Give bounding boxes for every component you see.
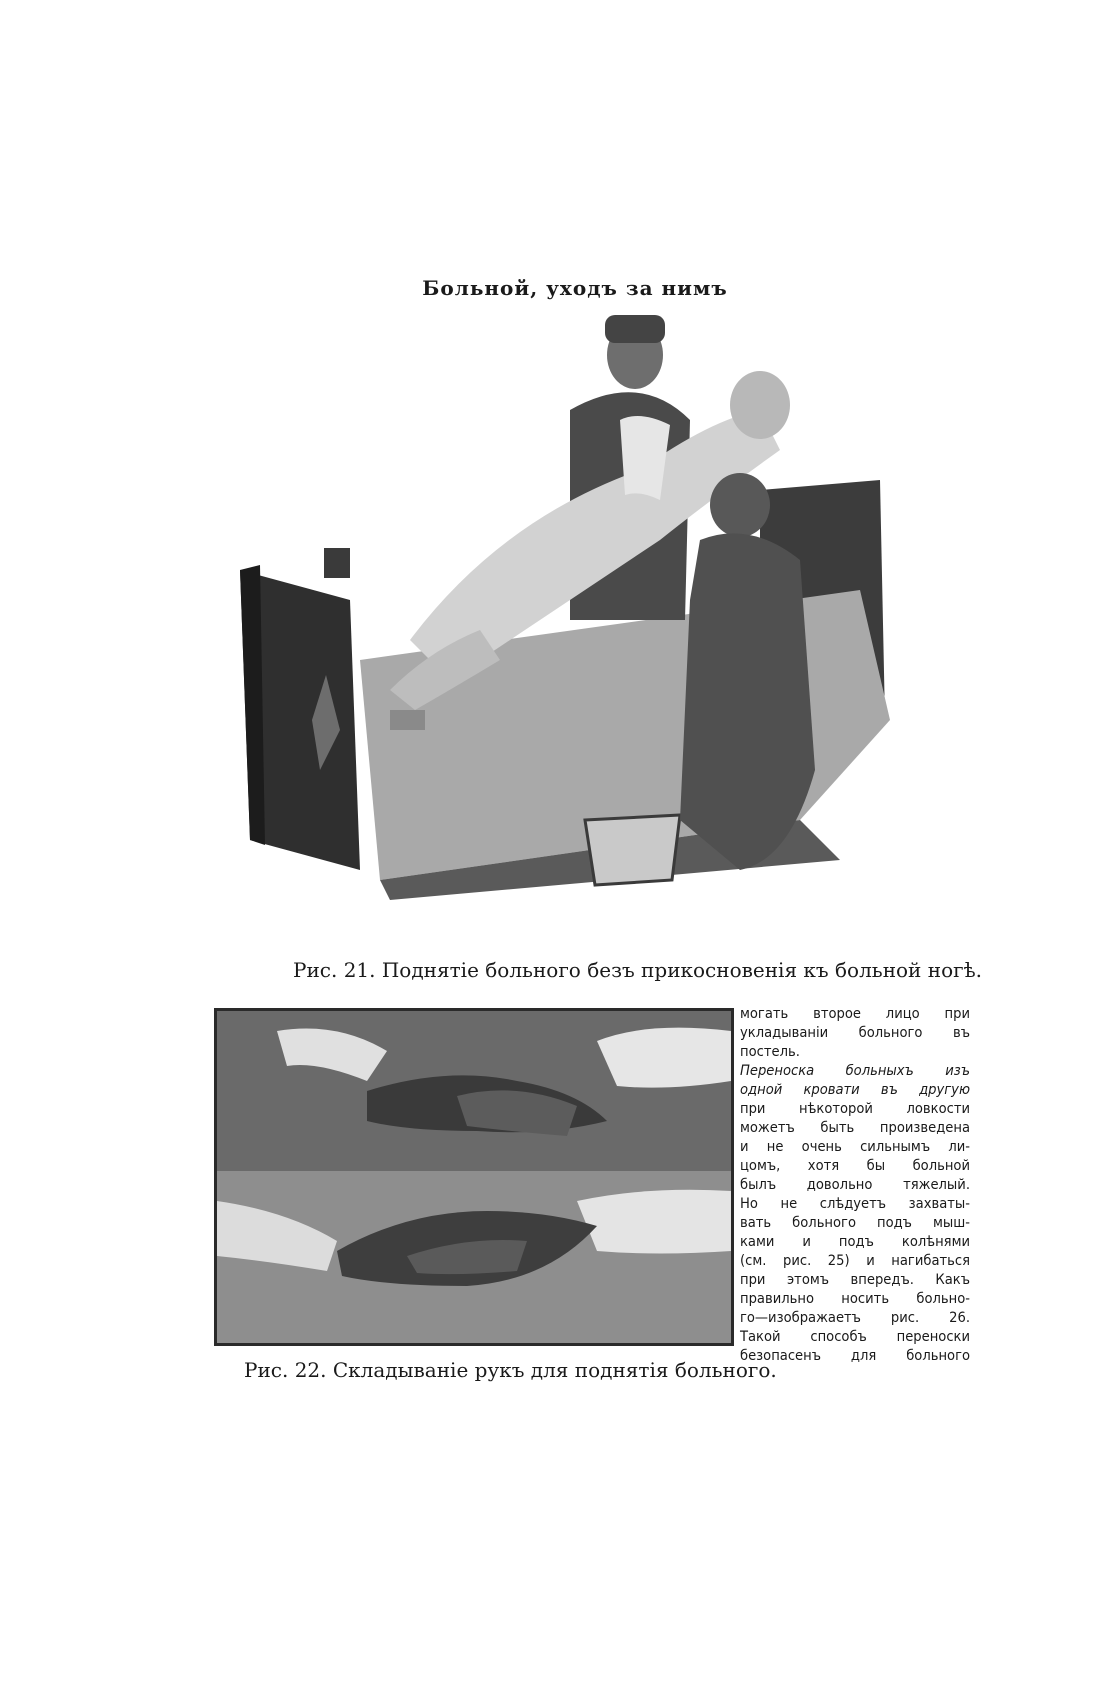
figure-21-caption: Рис. 21. Поднятіе больного безъ прикосновенія къ больной ногѣ.: [293, 958, 983, 982]
text-line: и не очень сильнымъ ли-: [740, 1138, 970, 1155]
running-head: Больной, уходъ за нимъ: [422, 276, 728, 300]
text-line: при нѣкоторой ловкости: [740, 1100, 970, 1117]
text-line: правильно носить больно-: [740, 1290, 970, 1307]
text-line: былъ довольно тяжелый.: [740, 1176, 970, 1193]
text-line: вать больного подъ мыш-: [740, 1214, 970, 1231]
text-line: могать второе лицо при: [740, 1005, 970, 1022]
text-line: цомъ, хотя бы больной: [740, 1157, 970, 1174]
text-line: ками и подъ колѣнями: [740, 1233, 970, 1250]
text-line: го—изображаетъ рис. 26.: [740, 1309, 970, 1326]
text-line: Переноска больныхъ изъ: [740, 1062, 970, 1079]
figure-21-illustration: [240, 300, 950, 935]
text-line: Такой способъ переноски: [740, 1328, 970, 1345]
text-line: безопасенъ для больного: [740, 1347, 970, 1364]
text-line: укладываніи больного въ: [740, 1024, 970, 1041]
body-text-column: [740, 1004, 970, 1365]
figure-22-photo: [214, 1008, 734, 1346]
text-line: одной кровати въ другую: [740, 1081, 970, 1098]
figure-22-caption: Рис. 22. Складываніе рукъ для поднятія больного.: [244, 1358, 777, 1382]
text-line: постель.: [740, 1043, 800, 1060]
text-line: можетъ быть произведена: [740, 1119, 970, 1136]
text-line: Но не слѣдуетъ захваты-: [740, 1195, 970, 1212]
text-line: при этомъ впередъ. Какъ: [740, 1271, 970, 1288]
text-line: (см. рис. 25) и нагибаться: [740, 1252, 970, 1269]
